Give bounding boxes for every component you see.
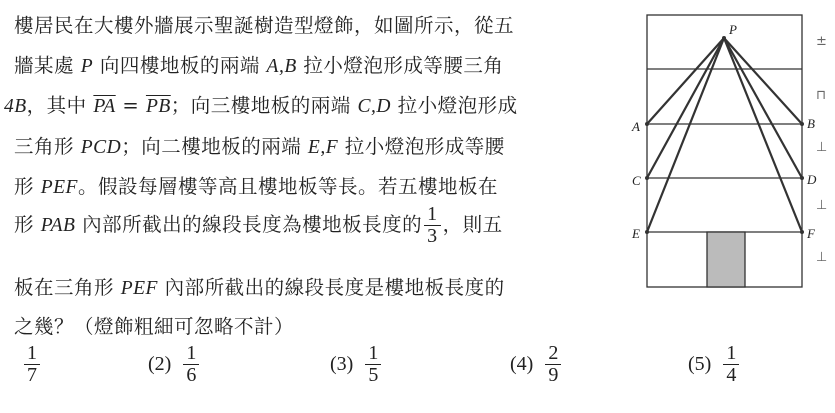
problem-line-6: 形 PAB 內部所截出的線段長度為樓地板長度的 $\frac{1}{3}$ ，則五 [14, 203, 503, 247]
point-b-dot [800, 122, 804, 126]
point-c-dot [645, 176, 649, 180]
segment-pc-line [647, 38, 724, 178]
point-p-label: P [80, 56, 94, 77]
edge-fragment-4: ⊥ [816, 198, 828, 213]
label-d: D [807, 172, 817, 187]
option-3[interactable]: (3) $\frac{1}{5}$ [330, 343, 383, 386]
edge-fragment-3: ⊥ [816, 140, 828, 155]
fraction-one-third: $\frac{1}{3}$ [424, 204, 441, 247]
label-b: B [807, 116, 815, 131]
problem-line-4: 三角形 PCD；向二樓地板的兩端 E,F 拉小燈泡形成等腰 [14, 135, 505, 158]
edge-fragment-5: ⊥ [816, 250, 828, 265]
point-a-dot [645, 122, 649, 126]
point-f-dot [800, 230, 804, 234]
christmas-tree-figure [620, 12, 820, 297]
problem-line-7: 板在三角形 PEF 內部所截出的線段長度是樓地板長度的 [14, 276, 505, 299]
option-5[interactable]: (5) $\frac{1}{4}$ [688, 343, 741, 386]
label-a: A [632, 119, 640, 134]
label-c: C [632, 173, 641, 188]
points-ab-label: A,B [266, 56, 297, 77]
problem-line-3: 4B，其中 $\overline{PA} = \overline{PB}$；向三樓地板的兩端 C,D 拉小燈泡形成 [4, 94, 518, 117]
segment-pf-line [724, 38, 802, 232]
segment-pb-line [724, 38, 802, 124]
problem-line-2: 牆某處 P 向四樓地板的兩端 A,B 拉小燈泡形成等腰三角 [14, 54, 504, 77]
edge-fragment-2: ⊓ [816, 88, 827, 103]
problem-line-5: 形 PEF。假設每層樓等高且樓地板等長。若五樓地板在 [14, 175, 498, 198]
label-e: E [632, 226, 640, 241]
label-f: F [807, 226, 815, 241]
problem-line-8: 之幾？（燈飾粗細可忽略不計） [14, 315, 295, 338]
option-4[interactable]: (4) $\frac{2}{9}$ [510, 343, 563, 386]
point-e-dot [645, 230, 649, 234]
segment-pe-line [647, 38, 724, 232]
label-p: P [729, 22, 737, 37]
problem-line-1: 樓居民在大樓外牆展示聖誕樹造型燈飾，如圖所示，從五 [14, 14, 515, 37]
point-p-dot [722, 36, 726, 40]
edge-fragment-1: ± [816, 34, 827, 49]
door [707, 232, 745, 287]
segment-pb: $\overline{PB}$ [145, 96, 171, 117]
option-2[interactable]: (2) $\frac{1}{6}$ [148, 343, 201, 386]
point-d-dot [800, 176, 804, 180]
segment-pa-line [647, 38, 724, 124]
segment-pd-line [724, 38, 802, 178]
segment-pa: $\overline{PA}$ [93, 96, 116, 117]
option-1[interactable]: $\frac{1}{7}$ [12, 343, 42, 386]
